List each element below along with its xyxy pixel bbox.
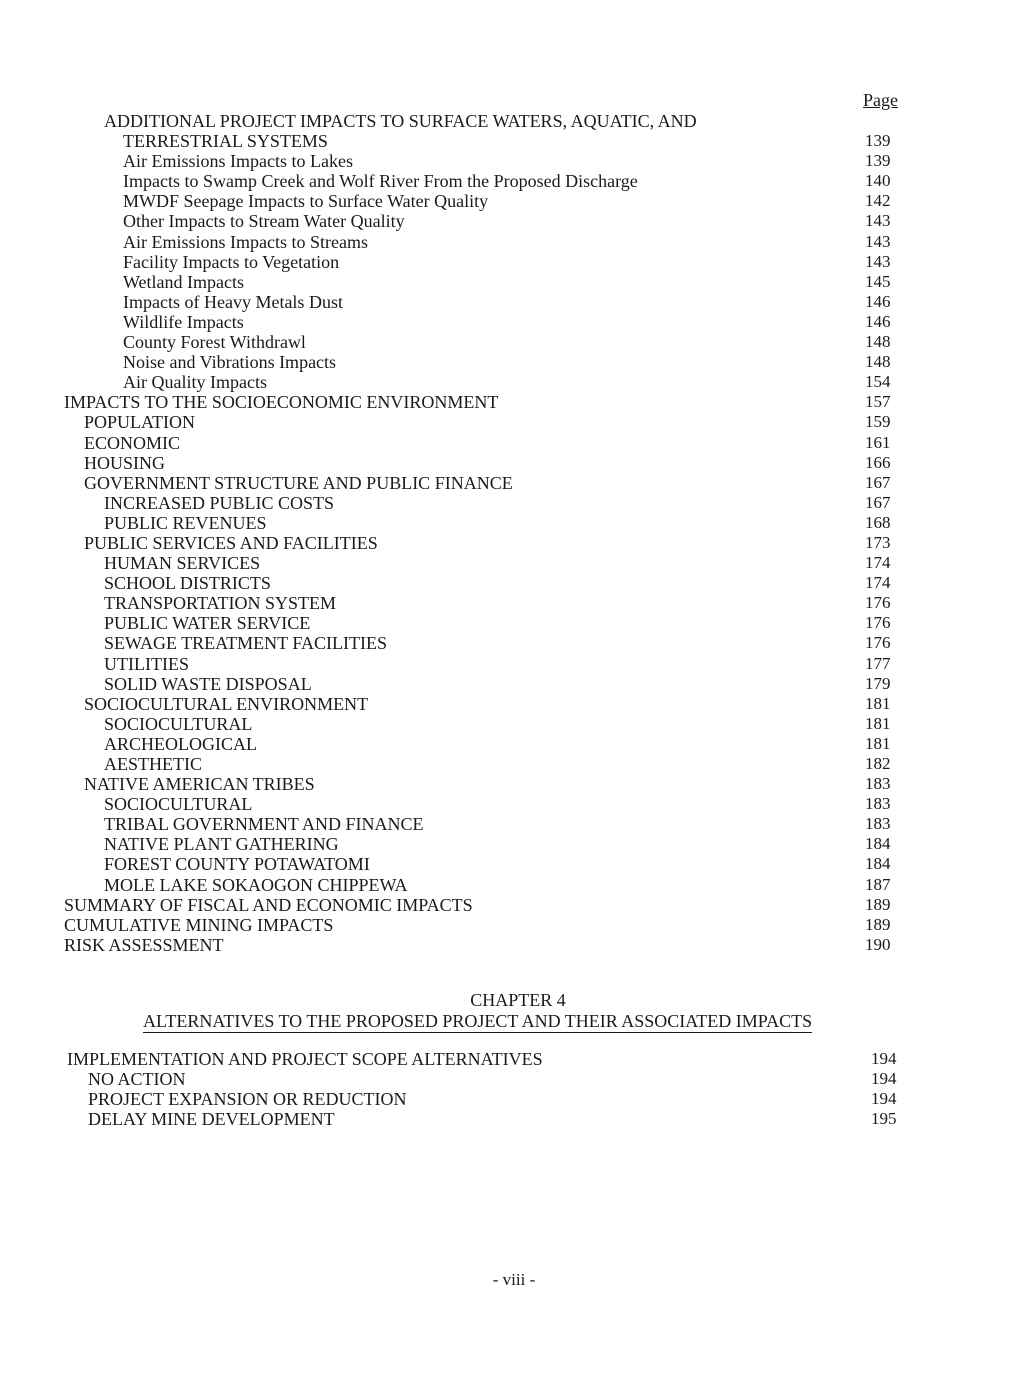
toc-entry-title: UTILITIES xyxy=(104,653,189,674)
toc-entry xyxy=(0,252,1028,272)
toc-entry-page: 174 xyxy=(865,573,891,593)
toc-entry xyxy=(0,392,1028,412)
toc-entry-page: 166 xyxy=(865,452,891,472)
toc-entry-title: SUMMARY OF FISCAL AND ECONOMIC IMPACTS xyxy=(64,894,473,915)
toc-entry-page: 194 xyxy=(871,1069,897,1089)
toc-entry-page: 142 xyxy=(865,191,891,211)
toc-entry-title: SOCIOCULTURAL xyxy=(104,794,253,815)
toc-entry-page: 146 xyxy=(865,311,891,331)
toc-entry xyxy=(0,854,1028,874)
toc-entry-page: 179 xyxy=(865,673,891,693)
toc-entry-title: NATIVE PLANT GATHERING xyxy=(104,834,339,855)
toc-entry-title: TRIBAL GOVERNMENT AND FINANCE xyxy=(104,814,424,835)
toc-entry-page: 189 xyxy=(865,894,891,914)
toc-entry xyxy=(0,1069,1028,1089)
toc-entry xyxy=(0,171,1028,191)
toc-entry-title: SOLID WASTE DISPOSAL xyxy=(104,673,312,694)
toc-entry-page: 140 xyxy=(865,171,891,191)
toc-entry xyxy=(0,493,1028,513)
toc-entry-page: 190 xyxy=(865,934,891,954)
toc-entry xyxy=(0,754,1028,774)
toc-entry-page: 187 xyxy=(865,874,891,894)
toc-entry-title: Wetland Impacts xyxy=(123,271,245,292)
toc-entry xyxy=(0,694,1028,714)
toc-entry-title: RISK ASSESSMENT xyxy=(64,934,224,955)
toc-entry-title: TERRESTRIAL SYSTEMS xyxy=(123,131,328,152)
toc-entry xyxy=(0,533,1028,553)
toc-entry xyxy=(0,453,1028,473)
toc-entry xyxy=(0,131,1028,151)
toc-entry xyxy=(0,272,1028,292)
toc-entry-title: HOUSING xyxy=(84,452,165,473)
toc-entry-title: SEWAGE TREATMENT FACILITIES xyxy=(104,633,387,654)
toc-entry-title: Air Quality Impacts xyxy=(123,372,267,393)
toc-entry-title: NATIVE AMERICAN TRIBES xyxy=(84,774,315,795)
toc-entry xyxy=(0,191,1028,211)
toc-entry-page: 159 xyxy=(865,412,891,432)
toc-entry-title: ADDITIONAL PROJECT IMPACTS TO SURFACE WATERS, AQUATIC, AND xyxy=(104,111,697,131)
toc-entry-title: NO ACTION xyxy=(88,1069,186,1090)
toc-entry-title: County Forest Withdrawl xyxy=(123,332,306,353)
toc-entry-title: Noise and Vibrations Impacts xyxy=(123,352,337,373)
toc-entry xyxy=(0,292,1028,312)
toc-entry xyxy=(0,352,1028,372)
table-of-contents xyxy=(0,111,1028,955)
toc-entry xyxy=(0,593,1028,613)
toc-entry-page: 176 xyxy=(865,593,891,613)
toc-entry-page: 168 xyxy=(865,512,891,532)
toc-entry xyxy=(0,774,1028,794)
page-number: - viii - xyxy=(492,1270,536,1289)
toc-entry-title: PUBLIC WATER SERVICE xyxy=(104,613,311,634)
toc-entry-title: MOLE LAKE SOKAOGON CHIPPEWA xyxy=(104,874,408,895)
toc-entry xyxy=(0,895,1028,915)
toc-entry-page: 139 xyxy=(865,151,891,171)
toc-entry xyxy=(0,412,1028,432)
toc-entry-page: 183 xyxy=(865,774,891,794)
toc-entry-title: CUMULATIVE MINING IMPACTS xyxy=(64,914,334,935)
toc-entry xyxy=(0,654,1028,674)
toc-entry-page: 181 xyxy=(865,693,891,713)
toc-entry-title: Impacts of Heavy Metals Dust xyxy=(123,291,343,312)
toc-entry xyxy=(0,1109,1028,1129)
toc-entry-page: 157 xyxy=(865,392,891,412)
toc-entry-page: 181 xyxy=(865,713,891,733)
toc-entry xyxy=(0,573,1028,593)
page-column-header: Page xyxy=(863,90,898,110)
toc-entry-page: 194 xyxy=(871,1049,897,1068)
toc-entry-title: IMPACTS TO THE SOCIOECONOMIC ENVIRONMENT xyxy=(64,392,499,413)
toc-entry-page: 182 xyxy=(865,754,891,773)
chapter-4-contents xyxy=(0,1049,1028,1129)
toc-entry xyxy=(0,613,1028,633)
toc-entry-page: 173 xyxy=(865,532,891,552)
toc-entry xyxy=(0,433,1028,453)
toc-entry-title: Facility Impacts to Vegetation xyxy=(123,251,340,272)
toc-entry-title: Wildlife Impacts xyxy=(123,311,244,332)
toc-entry-title: SOCIOCULTURAL xyxy=(104,713,253,734)
toc-entry-page: 161 xyxy=(865,432,891,452)
toc-entry-title: HUMAN SERVICES xyxy=(104,553,261,574)
toc-entry-title: INCREASED PUBLIC COSTS xyxy=(104,492,335,513)
toc-entry xyxy=(0,312,1028,332)
toc-entry xyxy=(0,513,1028,533)
toc-entry-title: PUBLIC REVENUES xyxy=(104,512,267,533)
toc-entry-page: 143 xyxy=(865,211,891,231)
toc-entry-title: IMPLEMENTATION AND PROJECT SCOPE ALTERNATIVES xyxy=(67,1049,543,1069)
toc-entry-title: PUBLIC SERVICES AND FACILITIES xyxy=(84,532,378,553)
toc-entry xyxy=(0,151,1028,171)
toc-entry-page: 176 xyxy=(865,633,891,653)
toc-entry-page: 194 xyxy=(871,1089,897,1109)
toc-entry xyxy=(0,734,1028,754)
toc-entry xyxy=(0,372,1028,392)
toc-entry-title: ECONOMIC xyxy=(84,432,181,453)
toc-entry xyxy=(0,553,1028,573)
toc-entry xyxy=(0,332,1028,352)
toc-entry-title: FOREST COUNTY POTAWATOMI xyxy=(104,854,370,875)
toc-entry-page: 183 xyxy=(865,814,891,834)
toc-entry xyxy=(0,875,1028,895)
toc-entry xyxy=(0,111,1028,131)
toc-entry xyxy=(0,211,1028,231)
toc-entry xyxy=(0,834,1028,854)
toc-entry-title: MWDF Seepage Impacts to Surface Water Quality xyxy=(123,191,489,212)
toc-entry-page: 184 xyxy=(865,834,891,854)
toc-entry-title: SOCIOCULTURAL ENVIRONMENT xyxy=(84,693,369,714)
toc-entry-title: SCHOOL DISTRICTS xyxy=(104,573,271,594)
toc-entry xyxy=(0,935,1028,955)
toc-entry-title: Air Emissions Impacts to Lakes xyxy=(123,151,353,172)
toc-entry-title: PROJECT EXPANSION OR REDUCTION xyxy=(88,1089,407,1110)
toc-entry-page: 183 xyxy=(865,794,891,814)
toc-entry-title: Impacts to Swamp Creek and Wolf River From the Proposed Discharge xyxy=(123,171,638,192)
toc-entry xyxy=(0,915,1028,935)
toc-entry-page: 189 xyxy=(865,914,891,934)
toc-entry xyxy=(0,633,1028,653)
toc-entry-page: 167 xyxy=(865,472,891,492)
toc-entry-title: DELAY MINE DEVELOPMENT xyxy=(88,1109,335,1130)
toc-entry-title: Air Emissions Impacts to Streams xyxy=(123,231,368,252)
chapter-4-heading xyxy=(0,990,1028,1031)
toc-entry xyxy=(0,794,1028,814)
toc-entry-page: 174 xyxy=(865,553,891,573)
toc-entry-title: POPULATION xyxy=(84,412,196,433)
toc-entry-title: ARCHEOLOGICAL xyxy=(104,733,257,754)
chapter-label: CHAPTER 4 xyxy=(470,990,566,1010)
toc-entry-page: 148 xyxy=(865,332,891,352)
toc-entry-title: Other Impacts to Stream Water Quality xyxy=(123,211,405,232)
toc-entry xyxy=(0,814,1028,834)
toc-entry-page: 167 xyxy=(865,492,891,512)
toc-entry-page: 176 xyxy=(865,613,891,633)
toc-entry-title: AESTHETIC xyxy=(104,754,202,774)
toc-entry-page: 177 xyxy=(865,653,891,673)
toc-entry xyxy=(0,1089,1028,1109)
toc-entry-page: 145 xyxy=(865,271,891,291)
toc-entry-title: TRANSPORTATION SYSTEM xyxy=(104,593,337,614)
toc-entry-page: 184 xyxy=(865,854,891,874)
toc-entry-page: 146 xyxy=(865,291,891,311)
toc-entry xyxy=(0,674,1028,694)
toc-entry-title: GOVERNMENT STRUCTURE AND PUBLIC FINANCE xyxy=(84,472,513,493)
toc-entry-page: 154 xyxy=(865,372,891,392)
toc-entry-page: 143 xyxy=(865,231,891,251)
toc-entry-page: 195 xyxy=(871,1109,897,1129)
toc-entry-page: 143 xyxy=(865,251,891,271)
toc-entry xyxy=(0,473,1028,493)
toc-entry xyxy=(0,232,1028,252)
toc-entry-page: 181 xyxy=(865,733,891,753)
chapter-title: ALTERNATIVES TO THE PROPOSED PROJECT AND THEIR ASSOCIATED IMPACTS xyxy=(143,1011,813,1031)
toc-entry-page: 148 xyxy=(865,352,891,372)
toc-entry xyxy=(0,1049,1028,1069)
toc-entry-page: 139 xyxy=(865,131,891,151)
toc-entry xyxy=(0,714,1028,734)
